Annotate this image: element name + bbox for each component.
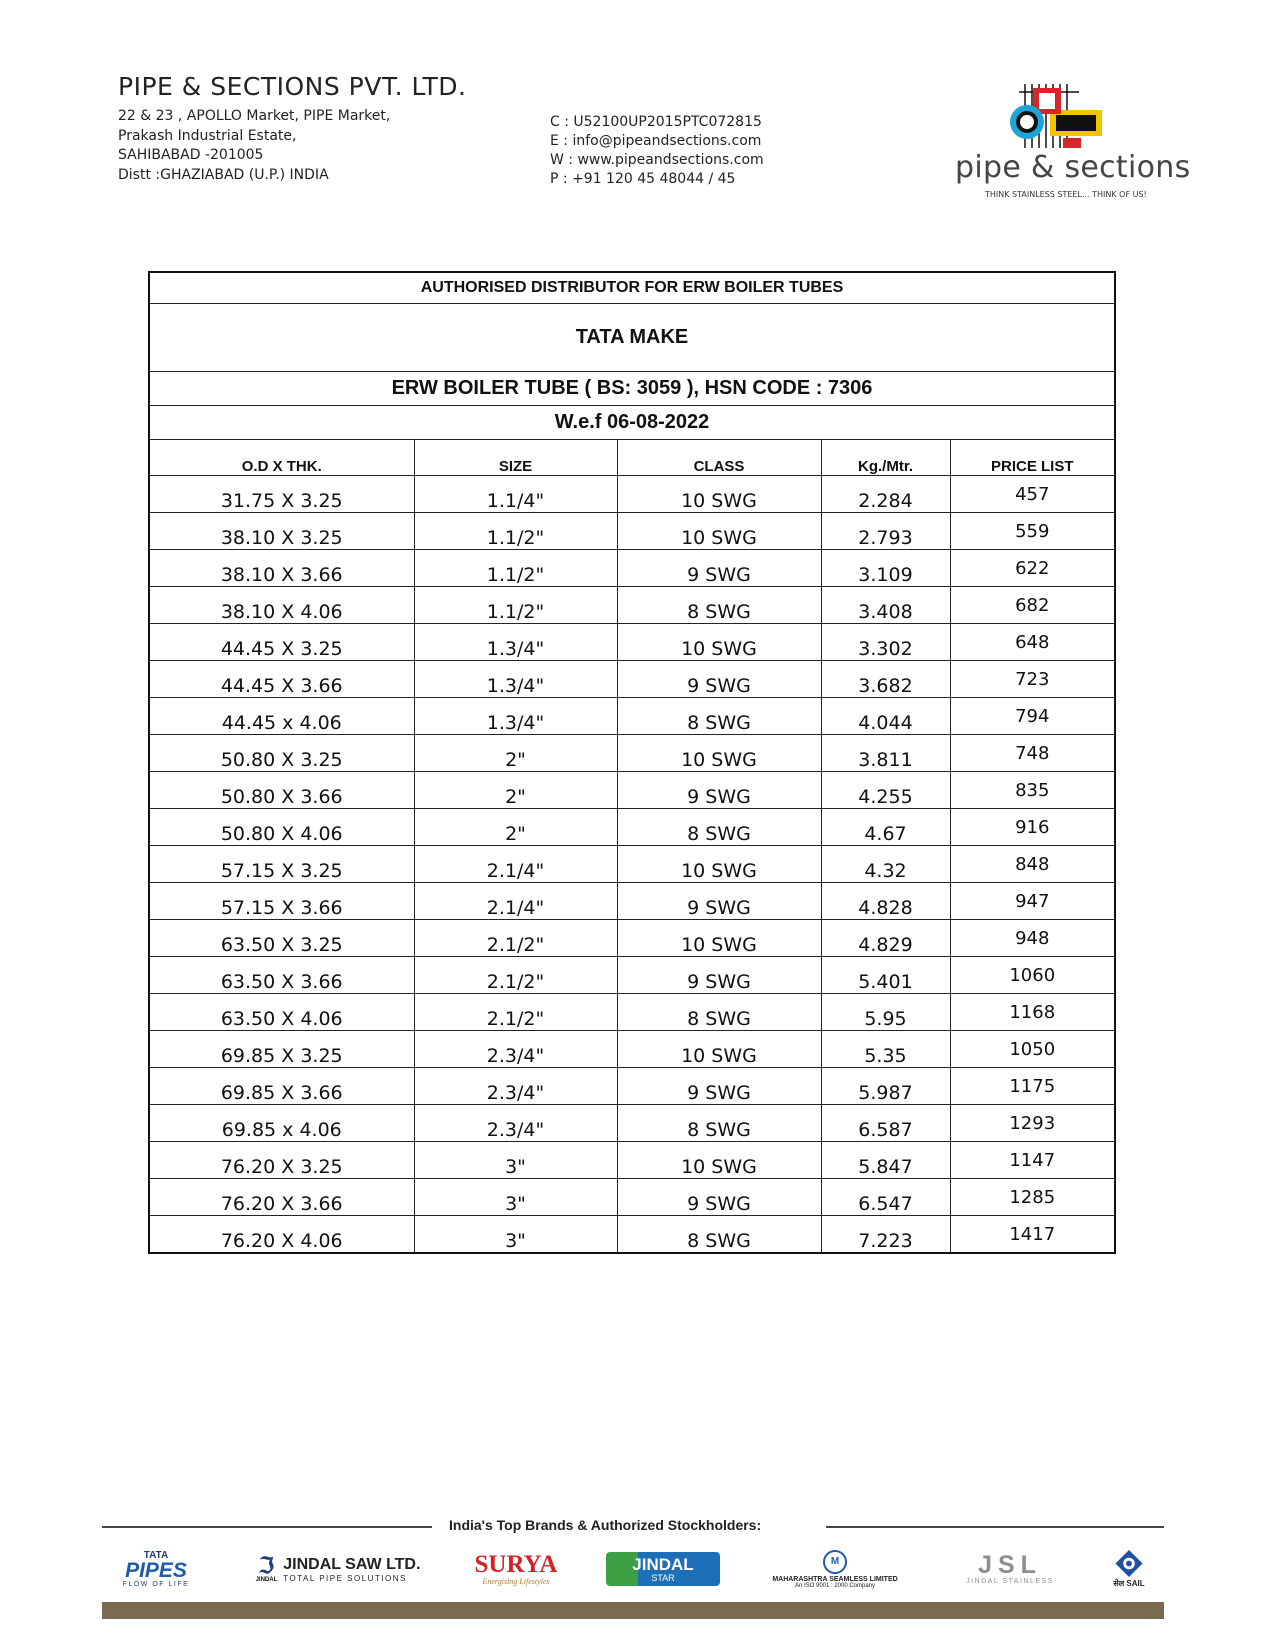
cell-class: 9 SWG: [617, 957, 821, 994]
cell-class: 9 SWG: [617, 661, 821, 698]
logo-wordmark: pipe & sections: [955, 150, 1191, 185]
cell-od-thk: 38.10 X 3.66: [149, 550, 414, 587]
cell-kg-per-mtr: 7.223: [821, 1216, 950, 1254]
cell-class: 9 SWG: [617, 883, 821, 920]
cell-price: 947: [950, 883, 1115, 920]
cell-size: 2.1/2": [414, 920, 617, 957]
cell-class: 9 SWG: [617, 1179, 821, 1216]
cell-kg-per-mtr: 5.35: [821, 1031, 950, 1068]
cell-class: 8 SWG: [617, 587, 821, 624]
brand-surya-sub: Energising Lifestyles: [482, 1576, 550, 1586]
cell-size: 2.3/4": [414, 1031, 617, 1068]
cell-od-thk: 63.50 X 3.66: [149, 957, 414, 994]
address-line-2: Prakash Industrial Estate,: [118, 128, 297, 144]
cell-size: 2.1/2": [414, 994, 617, 1031]
cell-size: 1.3/4": [414, 661, 617, 698]
brand-sail: [1102, 1549, 1156, 1589]
banner-product: ERW BOILER TUBE ( BS: 3059 ), HSN CODE : 7306: [149, 372, 1115, 406]
cell-price: 1175: [950, 1068, 1115, 1105]
cell-kg-per-mtr: 4.828: [821, 883, 950, 920]
cell-size: 2": [414, 735, 617, 772]
brand-maharashtra-seamless: [752, 1549, 918, 1589]
cell-size: 3": [414, 1179, 617, 1216]
cell-size: 1.1/2": [414, 550, 617, 587]
cell-od-thk: 31.75 X 3.25: [149, 476, 414, 513]
cell-price: 1168: [950, 994, 1115, 1031]
brand-jindal-saw-sub: TOTAL PIPE SOLUTIONS: [283, 1573, 407, 1583]
cell-class: 10 SWG: [617, 513, 821, 550]
cell-price: 622: [950, 550, 1115, 587]
table-row: [149, 735, 1115, 772]
brand-msl-sub: An ISO 9001 : 2000 Company: [794, 1582, 876, 1589]
cell-size: 2.1/4": [414, 846, 617, 883]
table-row: [149, 550, 1115, 587]
table-row: [149, 1142, 1115, 1179]
brand-jindal-star: [606, 1549, 720, 1589]
footer-band: [102, 1602, 1164, 1619]
cell-class: 8 SWG: [617, 698, 821, 735]
cell-class: 10 SWG: [617, 735, 821, 772]
cell-size: 1.3/4": [414, 624, 617, 661]
cell-od-thk: 76.20 X 3.25: [149, 1142, 414, 1179]
table-row: [149, 846, 1115, 883]
cell-class: 10 SWG: [617, 476, 821, 513]
cell-size: 2.1/2": [414, 957, 617, 994]
table-row: [149, 772, 1115, 809]
cell-price: 1285: [950, 1179, 1115, 1216]
cell-od-thk: 44.45 x 4.06: [149, 698, 414, 735]
table-row: [149, 957, 1115, 994]
cell-size: 2": [414, 772, 617, 809]
logo-tagline: THINK STAINLESS STEEL... THINK OF US!: [985, 190, 1147, 199]
contact-phone: P : +91 120 45 48044 / 45: [550, 171, 736, 187]
cell-kg-per-mtr: 2.793: [821, 513, 950, 550]
cell-kg-per-mtr: 6.587: [821, 1105, 950, 1142]
cell-size: 2.1/4": [414, 883, 617, 920]
cell-price: 457: [950, 476, 1115, 513]
table-row: [149, 809, 1115, 846]
cell-od-thk: 63.50 X 4.06: [149, 994, 414, 1031]
banner-make: TATA MAKE: [149, 304, 1115, 372]
cell-size: 1.1/2": [414, 513, 617, 550]
table-row: [149, 624, 1115, 661]
cell-size: 2.3/4": [414, 1105, 617, 1142]
cell-od-thk: 44.45 X 3.66: [149, 661, 414, 698]
cell-price: 559: [950, 513, 1115, 550]
cell-size: 1.3/4": [414, 698, 617, 735]
cell-class: 10 SWG: [617, 1142, 821, 1179]
cell-size: 1.1/4": [414, 476, 617, 513]
cell-size: 2.3/4": [414, 1068, 617, 1105]
company-name: PIPE & SECTIONS PVT. LTD.: [118, 72, 467, 101]
address-line-4: Distt :GHAZIABAD (U.P.) INDIA: [118, 167, 329, 183]
cell-od-thk: 69.85 X 3.25: [149, 1031, 414, 1068]
brand-msl-icon: M: [823, 1550, 847, 1574]
cell-price: 1060: [950, 957, 1115, 994]
brand-jsl: [944, 1549, 1076, 1589]
cell-od-thk: 57.15 X 3.25: [149, 846, 414, 883]
brand-jindal-star-main: JINDAL: [632, 1554, 694, 1574]
brand-surya-main: SURYA: [474, 1550, 558, 1578]
cell-od-thk: 69.85 X 3.66: [149, 1068, 414, 1105]
table-row: [149, 1179, 1115, 1216]
table-row: [149, 587, 1115, 624]
brand-jsl-main: JSL: [978, 1551, 1042, 1579]
cell-price: 748: [950, 735, 1115, 772]
cell-od-thk: 44.45 X 3.25: [149, 624, 414, 661]
cell-kg-per-mtr: 2.284: [821, 476, 950, 513]
brand-tata-top: TATA: [143, 1549, 169, 1561]
cell-od-thk: 50.80 X 3.66: [149, 772, 414, 809]
column-header-price-list: PRICE LIST: [950, 440, 1115, 476]
cell-kg-per-mtr: 5.95: [821, 994, 950, 1031]
cell-class: 10 SWG: [617, 624, 821, 661]
cell-class: 9 SWG: [617, 550, 821, 587]
cell-kg-per-mtr: 3.302: [821, 624, 950, 661]
cell-od-thk: 57.15 X 3.66: [149, 883, 414, 920]
cell-od-thk: 38.10 X 3.25: [149, 513, 414, 550]
column-header-class: CLASS: [617, 440, 821, 476]
banner-effective-date: W.e.f 06-08-2022: [149, 406, 1115, 440]
cell-od-thk: 69.85 x 4.06: [149, 1105, 414, 1142]
sail-logo-icon: [1114, 1549, 1144, 1578]
cell-price: 723: [950, 661, 1115, 698]
table-row: [149, 1068, 1115, 1105]
address-line-3: SAHIBABAD -201005: [118, 147, 264, 163]
brand-msl-main: MAHARASHTRA SEAMLESS LIMITED: [772, 1575, 898, 1583]
brand-jindal-saw: [242, 1549, 434, 1589]
cell-od-thk: 50.80 X 4.06: [149, 809, 414, 846]
table-row: [149, 661, 1115, 698]
contact-email[interactable]: E : info@pipeandsections.com: [550, 133, 762, 149]
cell-od-thk: 76.20 X 4.06: [149, 1216, 414, 1254]
cell-class: 10 SWG: [617, 920, 821, 957]
cell-class: 8 SWG: [617, 809, 821, 846]
cell-class: 8 SWG: [617, 1105, 821, 1142]
cell-price: 848: [950, 846, 1115, 883]
cell-class: 8 SWG: [617, 994, 821, 1031]
cell-price: 1293: [950, 1105, 1115, 1142]
cell-price: 1050: [950, 1031, 1115, 1068]
cell-kg-per-mtr: 4.32: [821, 846, 950, 883]
cell-kg-per-mtr: 3.811: [821, 735, 950, 772]
cell-class: 8 SWG: [617, 1216, 821, 1254]
contact-website[interactable]: W : www.pipeandsections.com: [550, 152, 764, 168]
brand-jindal-saw-main: JINDAL SAW LTD.: [283, 1555, 421, 1573]
cell-price: 1147: [950, 1142, 1115, 1179]
cell-od-thk: 76.20 X 3.66: [149, 1179, 414, 1216]
banner-distributor: AUTHORISED DISTRIBUTOR FOR ERW BOILER TUBES: [149, 272, 1115, 304]
cell-price: 1417: [950, 1216, 1115, 1254]
contact-cin: C : U52100UP2015PTC072815: [550, 114, 762, 130]
brand-tata-main: PIPES: [125, 1558, 187, 1582]
cell-price: 916: [950, 809, 1115, 846]
table-row: [149, 1216, 1115, 1254]
column-header-od-thk: O.D X THK.: [149, 440, 414, 476]
cell-class: 10 SWG: [617, 1031, 821, 1068]
cell-size: 1.1/2": [414, 587, 617, 624]
cell-size: 3": [414, 1142, 617, 1179]
cell-kg-per-mtr: 4.044: [821, 698, 950, 735]
brand-jindal-saw-mark-text: JINDAL: [255, 1577, 278, 1583]
table-row: [149, 994, 1115, 1031]
cell-class: 9 SWG: [617, 772, 821, 809]
cell-kg-per-mtr: 4.255: [821, 772, 950, 809]
table-row: [149, 920, 1115, 957]
footer-divider-left: [102, 1526, 432, 1528]
brand-jsl-sub: JINDAL STAINLESS: [966, 1578, 1054, 1585]
cell-kg-per-mtr: 4.67: [821, 809, 950, 846]
cell-price: 794: [950, 698, 1115, 735]
cell-price: 948: [950, 920, 1115, 957]
pipe-sections-logo-mark: [1005, 82, 1115, 150]
table-header-row: [149, 440, 1115, 476]
cell-kg-per-mtr: 5.401: [821, 957, 950, 994]
brand-jindal-saw-mark: [256, 1555, 278, 1583]
cell-class: 9 SWG: [617, 1068, 821, 1105]
cell-kg-per-mtr: 5.987: [821, 1068, 950, 1105]
cell-kg-per-mtr: 3.109: [821, 550, 950, 587]
brand-tata-sub: FLOW OF LIFE: [122, 1580, 190, 1588]
cell-kg-per-mtr: 3.682: [821, 661, 950, 698]
table-row: [149, 1031, 1115, 1068]
cell-price: 835: [950, 772, 1115, 809]
cell-kg-per-mtr: 6.547: [821, 1179, 950, 1216]
brand-jindal-star-sub: STAR: [651, 1572, 675, 1583]
cell-od-thk: 63.50 X 3.25: [149, 920, 414, 957]
table-row: [149, 883, 1115, 920]
cell-od-thk: 38.10 X 4.06: [149, 587, 414, 624]
cell-class: 10 SWG: [617, 846, 821, 883]
cell-kg-per-mtr: 5.847: [821, 1142, 950, 1179]
cell-size: 3": [414, 1216, 617, 1254]
table-row: [149, 698, 1115, 735]
column-header-size: SIZE: [414, 440, 617, 476]
cell-kg-per-mtr: 3.408: [821, 587, 950, 624]
table-row: [149, 1105, 1115, 1142]
footer-heading: India's Top Brands & Authorized Stockholders:: [449, 1517, 762, 1533]
cell-kg-per-mtr: 4.829: [821, 920, 950, 957]
brand-jindal-star-badge: [606, 1552, 720, 1586]
column-header-kg-per-mtr: Kg./Mtr.: [821, 440, 950, 476]
cell-price: 648: [950, 624, 1115, 661]
cell-price: 682: [950, 587, 1115, 624]
table-row: [149, 513, 1115, 550]
brand-surya: [460, 1549, 572, 1589]
brand-jindal-saw-icon: ℑ: [258, 1553, 275, 1578]
brand-tata-pipes: [108, 1549, 204, 1589]
brand-sail-main: सेल SAIL: [1113, 1579, 1145, 1588]
cell-od-thk: 50.80 X 3.25: [149, 735, 414, 772]
footer-divider-right: [826, 1526, 1164, 1528]
table-row: [149, 476, 1115, 513]
cell-size: 2": [414, 809, 617, 846]
address-line-1: 22 & 23 , APOLLO Market, PIPE Market,: [118, 108, 391, 124]
price-table: [148, 271, 1116, 1254]
